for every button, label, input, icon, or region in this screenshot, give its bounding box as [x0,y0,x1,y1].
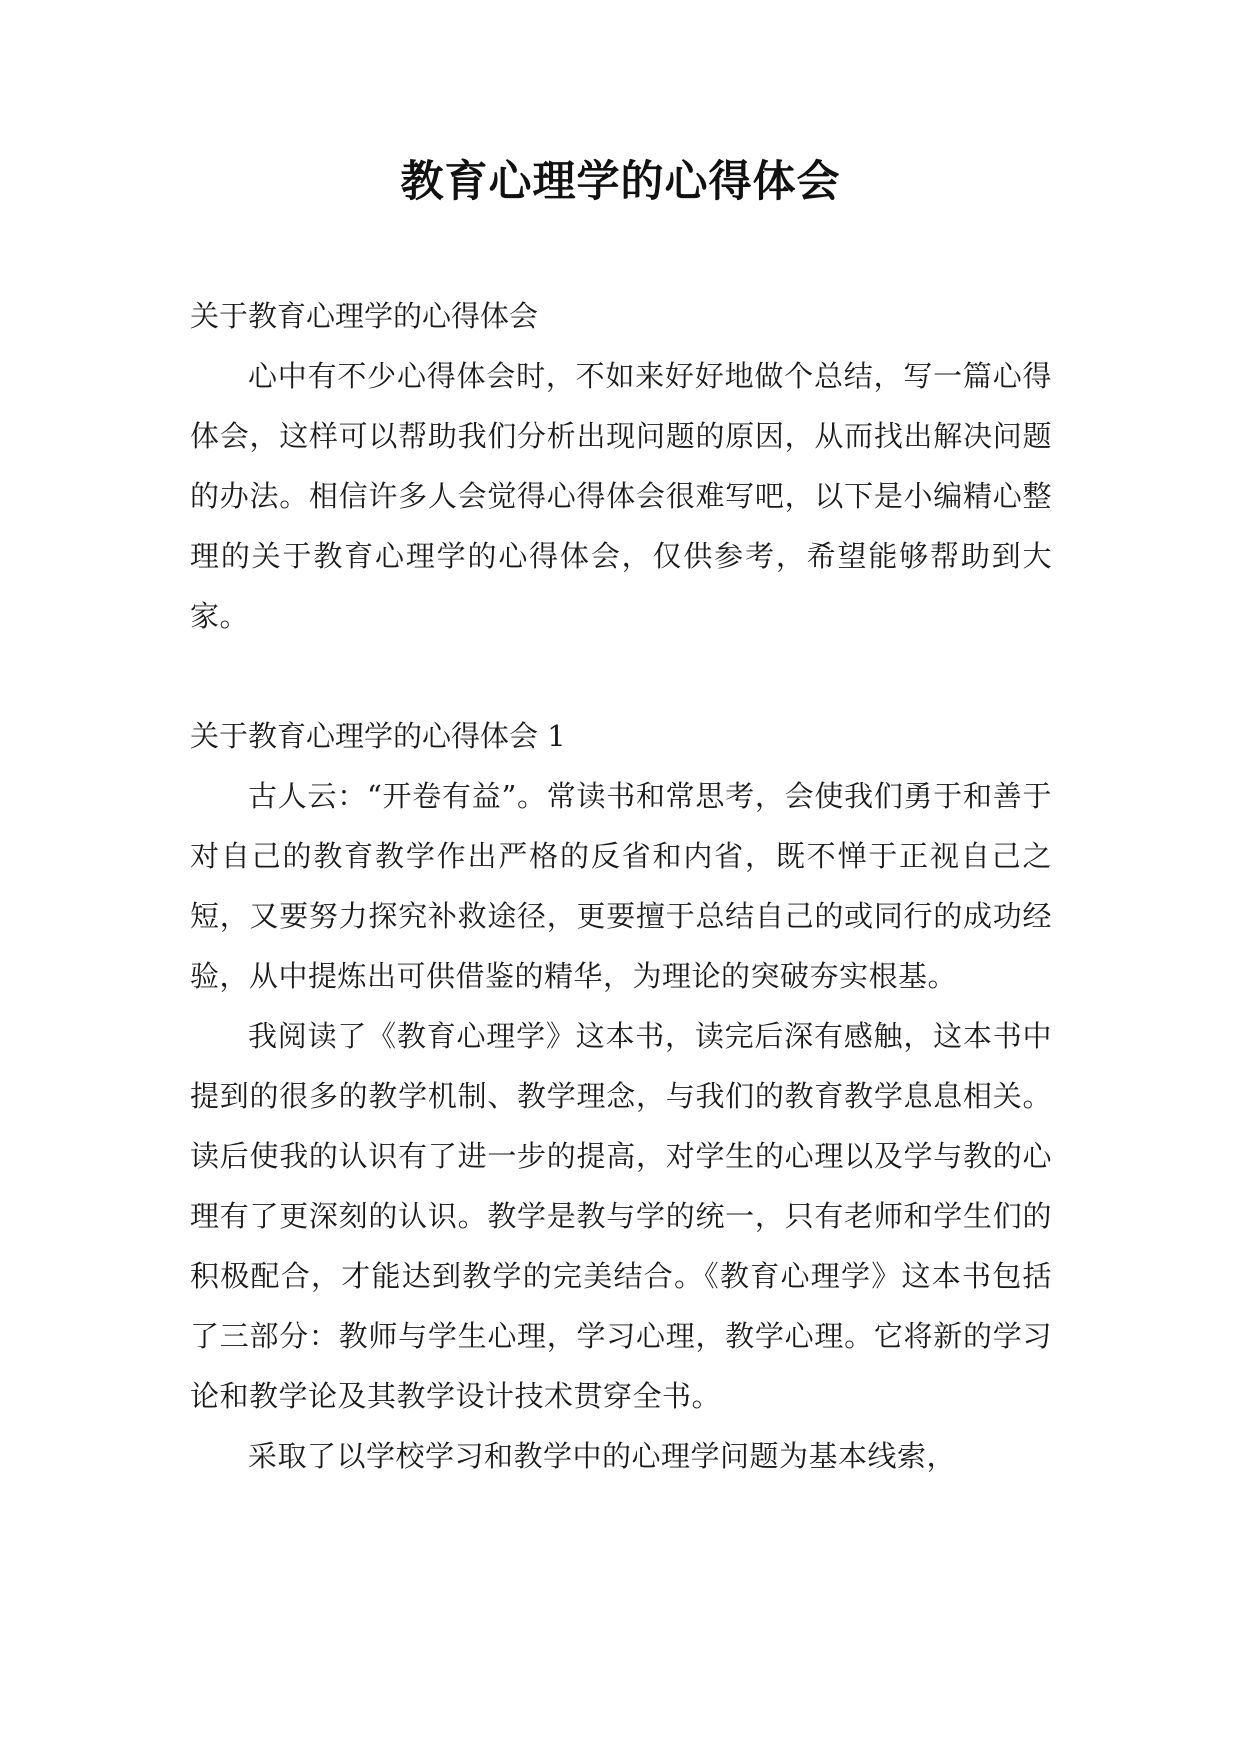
document-title: 教育心理学的心得体会 [400,157,841,207]
section-1-paragraph-1: 古人云：“开卷有益”。常读书和常思考，会使我们勇于和善于对自己的教育教学作出严格的反省和内省，既不惮于正视自己之短，又要努力探究补救途径，更要擅于总结自己的或同行的成功经验，从中提炼出可供借鉴的精华，为理论的突破夯实根基。 [190,779,1052,993]
section-gap [190,646,1052,706]
section-1-paragraph-2: 我阅读了《教育心理学》这本书，读完后深有感触，这本书中提到的很多的教学机制、教学理念，与我们的教育教学息息相关。读后使我的认识有了进一步的提高，对学生的心理以及学与教的心理有了更深刻的认识。教学是教与学的统一，只有老师和学生们的积极配合，才能达到教学的完美结合。《教育心理学》这本书包括了三部分：教师与学生心理，学习心理，教学心理。它将新的学习论和教学论及其教学设计技术贯穿全书。 [190,1019,1052,1413]
section-heading-intro: 关于教育心理学的心得体会 [190,299,539,333]
section-heading-1: 关于教育心理学的心得体会 1 [190,719,566,753]
intro-paragraph: 心中有不少心得体会时，不如来好好地做个总结，写一篇心得体会，这样可以帮助我们分析出现问题的原因，从而找出解决问题的办法。相信许多人会觉得心得体会很难写吧，以下是小编精心整理的关于教育心理学的心得体会，仅供参考，希望能够帮助到大家。 [190,359,1052,633]
section-1-paragraph-3: 采取了以学校学习和教学中的心理学问题为基本线索， [248,1439,957,1473]
document-body [190,286,1052,1486]
